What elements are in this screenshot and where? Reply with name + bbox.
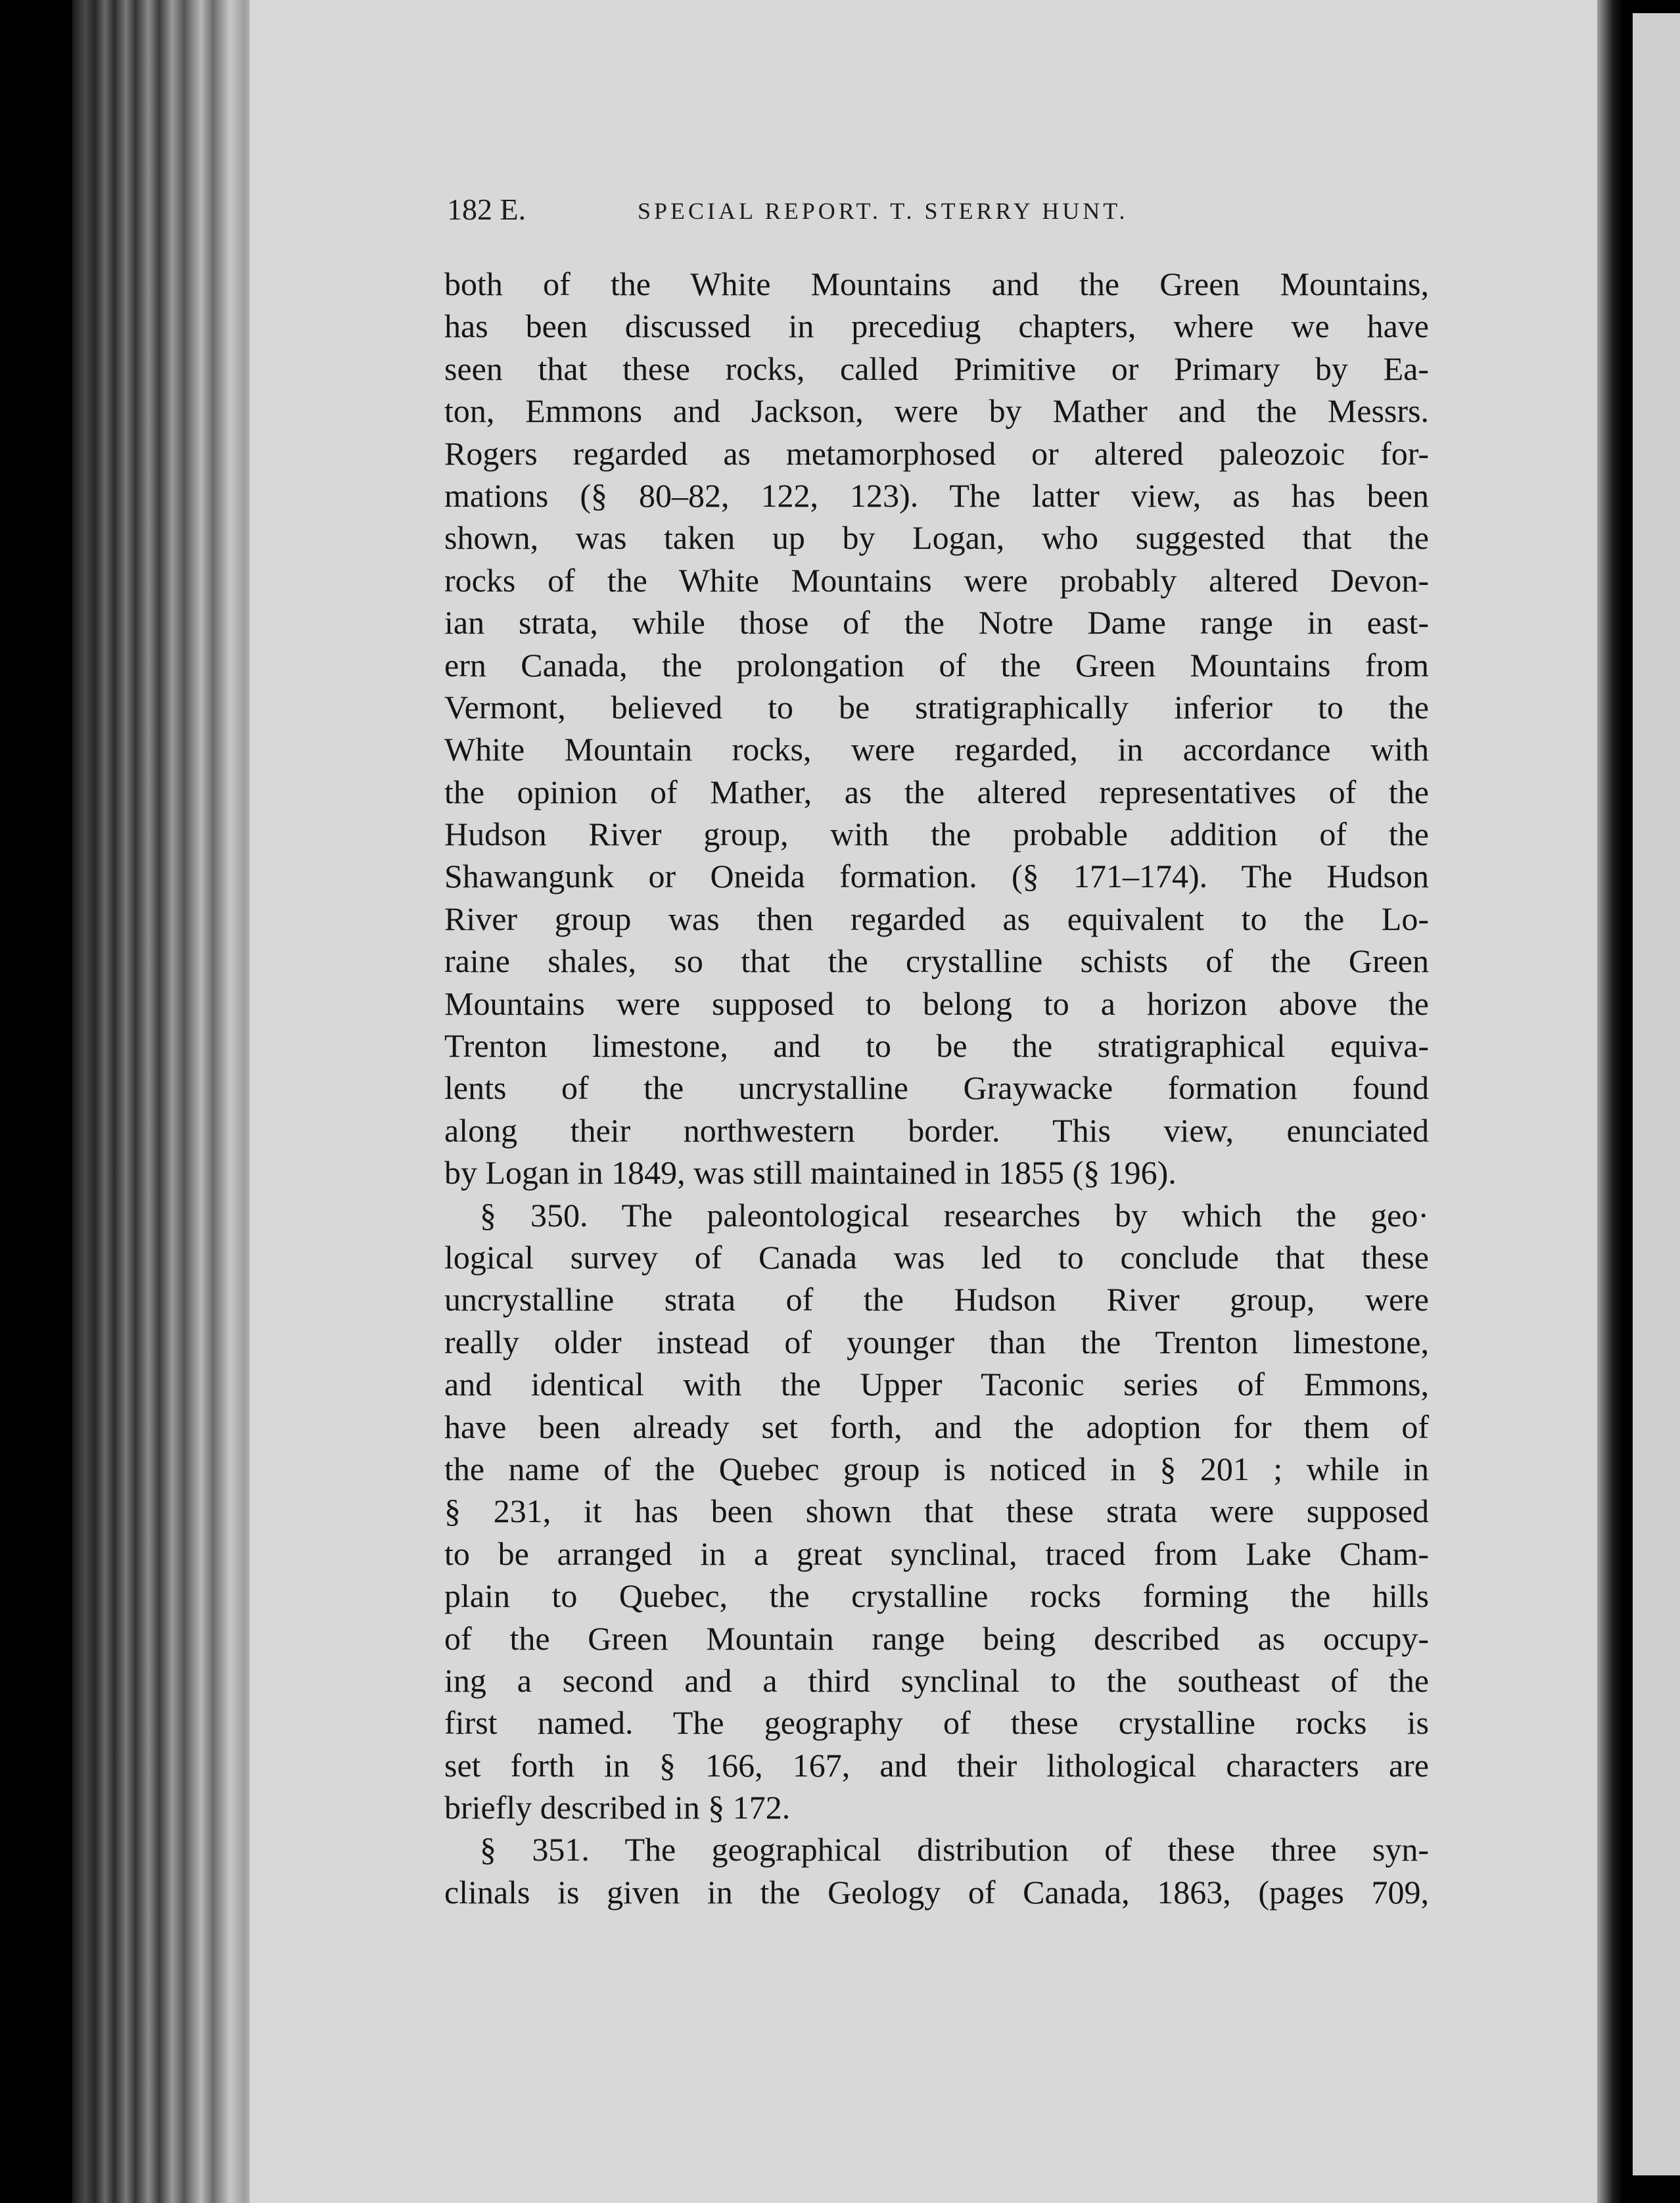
page-edges bbox=[72, 0, 256, 2203]
text-line: § 231, it has been shown that these strata were supposed bbox=[444, 1493, 1429, 1530]
text-line: Hudson River group, with the probable addition of the bbox=[444, 816, 1429, 853]
text-line: River group was then regarded as equivalent to the Lo- bbox=[444, 900, 1429, 937]
book-gutter bbox=[1597, 0, 1623, 2203]
text-line: both of the White Mountains and the Green Mountains, bbox=[444, 266, 1429, 302]
text-line: have been already set forth, and the adoption for them of bbox=[444, 1408, 1429, 1445]
facing-page-edge bbox=[1623, 0, 1680, 2203]
text-line: and identical with the Upper Taconic series of Emmons, bbox=[444, 1366, 1429, 1403]
text-line: uncrystalline strata of the Hudson River group, were bbox=[444, 1281, 1429, 1318]
text-line: first named. The geography of these crystalline rocks is bbox=[444, 1704, 1429, 1742]
text-line: lents of the uncrystalline Graywacke formation found bbox=[444, 1069, 1429, 1107]
text-line: set forth in § 166, 167, and their lithological characters are bbox=[444, 1746, 1429, 1784]
text-line: by Logan in 1849, was still maintained in 1855 (§ 196). bbox=[444, 1154, 1177, 1192]
text-line: briefly described in § 172. bbox=[444, 1789, 791, 1826]
text-line: raine shales, so that the crystalline schists of the Green bbox=[444, 942, 1429, 980]
text-line: Trenton limestone, and to be the stratigraphical equiva- bbox=[444, 1027, 1429, 1065]
text-line: Vermont, believed to be stratigraphically inferior to the bbox=[444, 688, 1429, 726]
text-line: Rogers regarded as metamorphosed or altered paleozoic for- bbox=[444, 434, 1429, 472]
text-line: mations (§ 80–82, 122, 123). The latter view, as has been bbox=[444, 476, 1429, 514]
body-text bbox=[444, 263, 1429, 1913]
text-line: ern Canada, the prolongation of the Green Mountains from bbox=[444, 646, 1429, 684]
text-line: shown, was taken up by Logan, who suggested that the bbox=[444, 519, 1429, 557]
text-line: Shawangunk or Oneida formation. (§ 171–174). The Hudson bbox=[444, 858, 1429, 895]
text-line: Mountains were supposed to belong to a horizon above the bbox=[444, 985, 1429, 1022]
text-line: logical survey of Canada was led to conclude that these bbox=[444, 1238, 1429, 1276]
text-line: has been discussed in precediug chapters, where we have bbox=[444, 308, 1429, 345]
text-line: ton, Emmons and Jackson, were by Mather and the Messrs. bbox=[444, 392, 1429, 430]
text-line: ing a second and a third synclinal to the southeast of the bbox=[444, 1661, 1429, 1699]
text-line: § 351. The geographical distribution of these three syn- bbox=[480, 1831, 1429, 1868]
page-number: 182 E. bbox=[447, 193, 526, 226]
text-line: along their northwestern border. This view, enunciated bbox=[444, 1111, 1429, 1149]
text-line: the opinion of Mather, as the altered representatives of the bbox=[444, 773, 1429, 810]
text-line: seen that these rocks, called Primitive or Primary by Ea- bbox=[444, 350, 1429, 387]
text-line: rocks of the White Mountains were probably altered Devon- bbox=[444, 561, 1429, 599]
text-line: § 350. The paleontological researches by which the geo· bbox=[480, 1196, 1429, 1234]
text-line: White Mountain rocks, were regarded, in accordance with bbox=[444, 731, 1429, 768]
text-line: the name of the Quebec group is noticed in § 201 ; while in bbox=[444, 1450, 1429, 1487]
text-line: to be arranged in a great synclinal, traced from Lake Cham- bbox=[444, 1535, 1429, 1572]
text-line: plain to Quebec, the crystalline rocks forming the hills bbox=[444, 1577, 1429, 1615]
paragraph bbox=[444, 1194, 1429, 1829]
text-line: really older instead of younger than the Trenton limestone, bbox=[444, 1323, 1429, 1360]
paragraph bbox=[444, 1828, 1429, 1913]
text-line: clinals is given in the Geology of Canada, 1863, (pages 709, bbox=[444, 1873, 1429, 1911]
text-line: of the Green Mountain range being described as occupy- bbox=[444, 1619, 1429, 1657]
paragraph bbox=[444, 263, 1429, 1194]
text-line: ian strata, while those of the Notre Dame range in east- bbox=[444, 604, 1429, 641]
running-title: SPECIAL REPORT. T. STERRY HUNT. bbox=[638, 198, 1129, 224]
facing-page-sliver bbox=[1633, 13, 1680, 2175]
page-header bbox=[447, 192, 1446, 238]
